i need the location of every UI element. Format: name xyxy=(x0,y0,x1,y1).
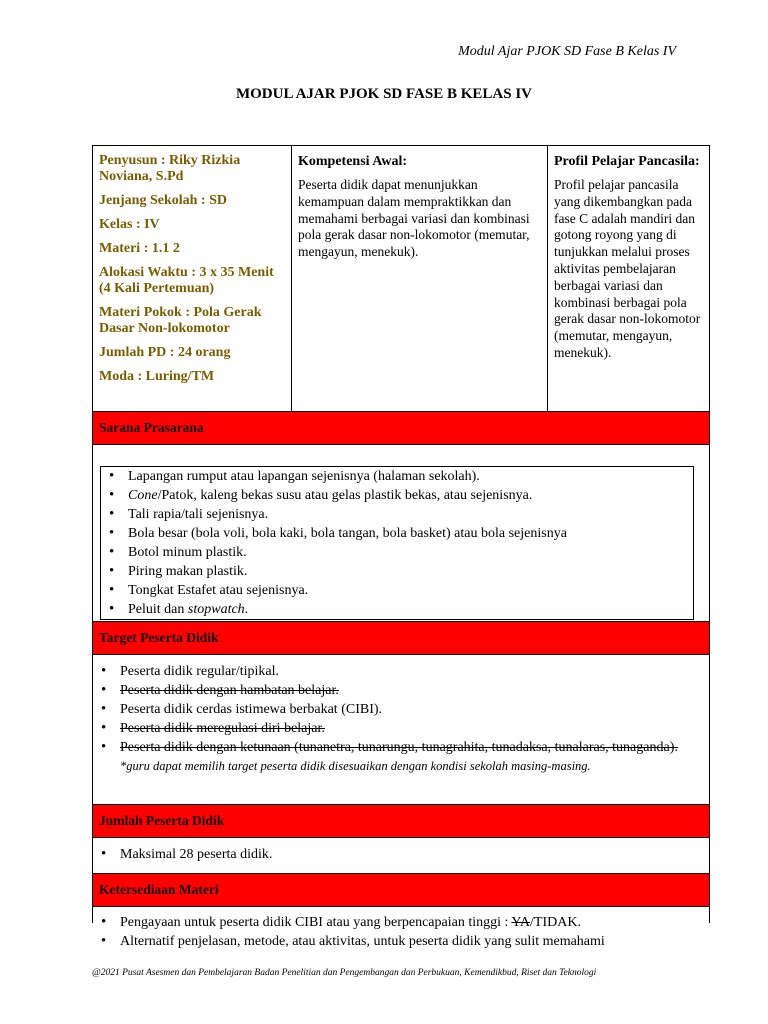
list-item: • Peserta didik dengan ketunaan (tunanetra, tunarungu, tunagrahita, tunadaksa, tunalaras, tunaganda). xyxy=(93,738,701,757)
profil-column xyxy=(548,146,709,412)
materi-pokok: Materi Pokok : Pola Gerak Dasar Non-lokomotor xyxy=(99,305,262,336)
kompetensi-text: Peserta didik dapat menunjukkan kemampuan dalam mempraktikkan dan memahami berbagai variasi dan kombinasi pola gerak dasar non-lokomotor (memutar, mengayun, menekuk). xyxy=(298,177,530,260)
list-item: • Pengayaan untuk peserta didik CIBI atau yang berpencapaian tinggi : YA/TIDAK. xyxy=(93,913,701,932)
target-list xyxy=(93,662,701,757)
ketersediaan-list xyxy=(93,913,701,951)
identity-column xyxy=(93,146,292,412)
target-heading: Target Peserta Didik xyxy=(99,630,219,645)
ketersediaan-header xyxy=(93,873,709,907)
list-item: • Peserta didik meregulasi diri belajar. xyxy=(93,719,701,738)
target-section xyxy=(93,662,701,775)
jumlah-section xyxy=(93,845,701,864)
list-item: • Piring makan plastik. xyxy=(101,562,693,581)
list-item: • Peserta didik dengan hambatan belajar. xyxy=(93,681,701,700)
document-title: MODUL AJAR PJOK SD FASE B KELAS IV xyxy=(235,86,532,102)
list-item: • Peluit dan stopwatch. xyxy=(101,600,693,619)
list-item: • Maksimal 28 peserta didik. xyxy=(93,845,701,864)
ketersediaan-section xyxy=(93,913,701,951)
list-item: • Cone/Patok, kaleng bekas susu atau gelas plastik bekas, atau sejenisnya. xyxy=(101,486,693,505)
list-item: • Lapangan rumput atau lapangan sejenisnya (halaman sekolah). xyxy=(101,467,693,486)
moda: Moda : Luring/TM xyxy=(99,369,215,384)
ketersediaan-heading: Ketersediaan Materi xyxy=(99,882,219,897)
sarana-heading: Sarana Prasarana xyxy=(99,420,204,435)
jenjang-sekolah: Jenjang Sekolah : SD xyxy=(99,193,227,208)
list-item: • Botol minum plastik. xyxy=(101,543,693,562)
list-item: • Alternatif penjelasan, metode, atau aktivitas, untuk peserta didik yang sulit memahami xyxy=(93,932,701,951)
kelas: Kelas : IV xyxy=(99,217,160,232)
list-item: • Tongkat Estafet atau sejenisnya. xyxy=(101,581,693,600)
penyusun: Penyusun : Riky Rizkia Noviana, S.Pd xyxy=(99,153,241,184)
page-footer: @2021 Pusat Asesmen dan Pembelajaran Badan Penelitian dan Pengembangan dan Perbukuan, Kemendikbud, Riset dan Teknologi xyxy=(92,968,597,978)
running-header: Modul Ajar PJOK SD Fase B Kelas IV xyxy=(458,44,676,59)
sarana-header xyxy=(93,411,709,445)
list-item: • Tali rapia/tali sejenisnya. xyxy=(101,505,693,524)
identity-row xyxy=(93,146,709,412)
list-item: • Peserta didik cerdas istimewa berbakat (CIBI). xyxy=(93,700,701,719)
kompetensi-heading: Kompetensi Awal: xyxy=(298,154,408,169)
list-item: • Bola besar (bola voli, bola kaki, bola tangan, bola basket) atau bola sejenisnya xyxy=(101,524,693,543)
jumlah-heading: Jumlah Peserta Didik xyxy=(99,813,225,828)
list-item: • Peserta didik regular/tipikal. xyxy=(93,662,701,681)
target-note: *guru dapat memilih target peserta didik disesuaikan dengan kondisi sekolah masing-masing. xyxy=(120,759,591,773)
materi: Materi : 1.1 2 xyxy=(99,241,180,256)
sarana-list xyxy=(101,467,693,619)
profil-heading: Profil Pelajar Pancasila: xyxy=(554,154,700,169)
jumlah-list xyxy=(93,845,701,864)
jumlah-pd: Jumlah PD : 24 orang xyxy=(99,345,231,360)
profil-text: Profil pelajar pancasila yang dikembangkan pada fase C adalah mandiri dan gotong royong yang di tunjukkan melalui proses aktivitas pembelajaran berbagai variasi dan kombinasi berbagai pola gerak dasar non-lokomotor (memutar, mengayun, menekuk). xyxy=(554,177,701,360)
target-header xyxy=(93,621,709,655)
jumlah-header xyxy=(93,804,709,838)
module-table xyxy=(92,145,710,949)
sarana-list-box xyxy=(100,466,694,620)
alokasi-waktu: Alokasi Waktu : 3 x 35 Menit (4 Kali Pertemuan) xyxy=(99,265,274,296)
kompetensi-column xyxy=(292,146,548,412)
